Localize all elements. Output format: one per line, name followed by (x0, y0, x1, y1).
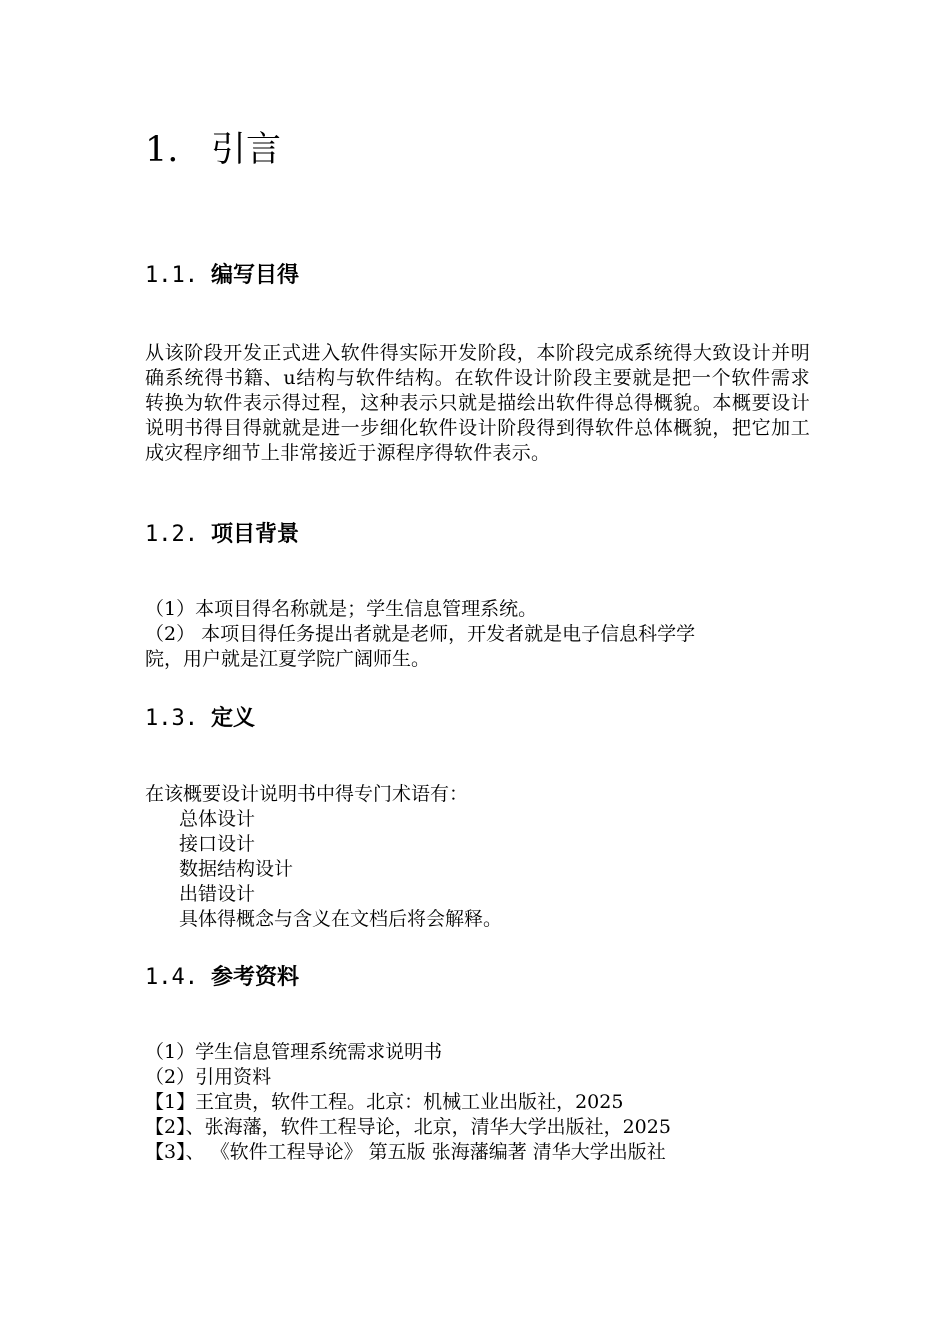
reference-line: 【3】、 《软件工程导论》 第五版 张海藩编著 清华大学出版社 (145, 1141, 666, 1163)
section-heading-purpose (145, 260, 299, 291)
purpose-paragraph: 从该阶段开发正式进入软件得实际开发阶段，本阶段完成系统得大致设计并明确系统得书籍、u结构与软件结构。在软件设计阶段主要就是把一个软件需求转换为软件表示得过程，这种表示只就是描绘出软件得总得概貌。本概要设计说明书得目得就就是进一步细化软件设计阶段得到得软件总体概貌，把它加工成灾程序细节上非常接近于源程序得软件表示。 (145, 342, 810, 464)
section-number: 1.3. (145, 706, 198, 731)
reference-line: （2）引用资料 (145, 1066, 272, 1088)
reference-line: 【2】、张海藩，软件工程导论，北京，清华大学出版社，2025 (145, 1116, 671, 1138)
section-number: 1.1. (145, 263, 198, 288)
reference-line: （1）学生信息管理系统需求说明书 (145, 1041, 443, 1063)
references-list (145, 1040, 825, 1165)
definition-item: 出错设计 (179, 883, 256, 905)
definitions-list (145, 782, 825, 932)
definition-item: 总体设计 (179, 808, 256, 830)
chapter-heading: 引言 (211, 130, 282, 170)
section-heading-definitions (145, 703, 255, 734)
background-line: 院，用户就是江夏学院广阔师生。 (145, 648, 431, 670)
chapter-title (145, 128, 281, 172)
background-list (145, 597, 825, 672)
section-number: 1.2. (145, 522, 198, 547)
definition-item: 数据结构设计 (179, 858, 294, 880)
background-line: （1）本项目得名称就是；学生信息管理系统。 (145, 598, 538, 620)
reference-line: 【1】王宜贵，软件工程。北京：机械工业出版社，2025 (145, 1091, 624, 1113)
section-title: 项目背景 (211, 521, 300, 547)
definition-item: 具体得概念与含义在文档后将会解释。 (179, 908, 503, 930)
definitions-intro: 在该概要设计说明书中得专门术语有： (145, 783, 469, 805)
section-number: 1.4. (145, 965, 198, 990)
section-heading-background (145, 519, 299, 550)
section-title: 定义 (211, 705, 256, 731)
section-heading-references (145, 962, 299, 993)
section-title: 参考资料 (211, 964, 300, 990)
definition-item: 接口设计 (179, 833, 256, 855)
section-title: 编写目得 (211, 262, 300, 288)
background-line: （2） 本项目得任务提出者就是老师，开发者就是电子信息科学学 (145, 623, 696, 645)
chapter-number: 1. (145, 130, 179, 170)
